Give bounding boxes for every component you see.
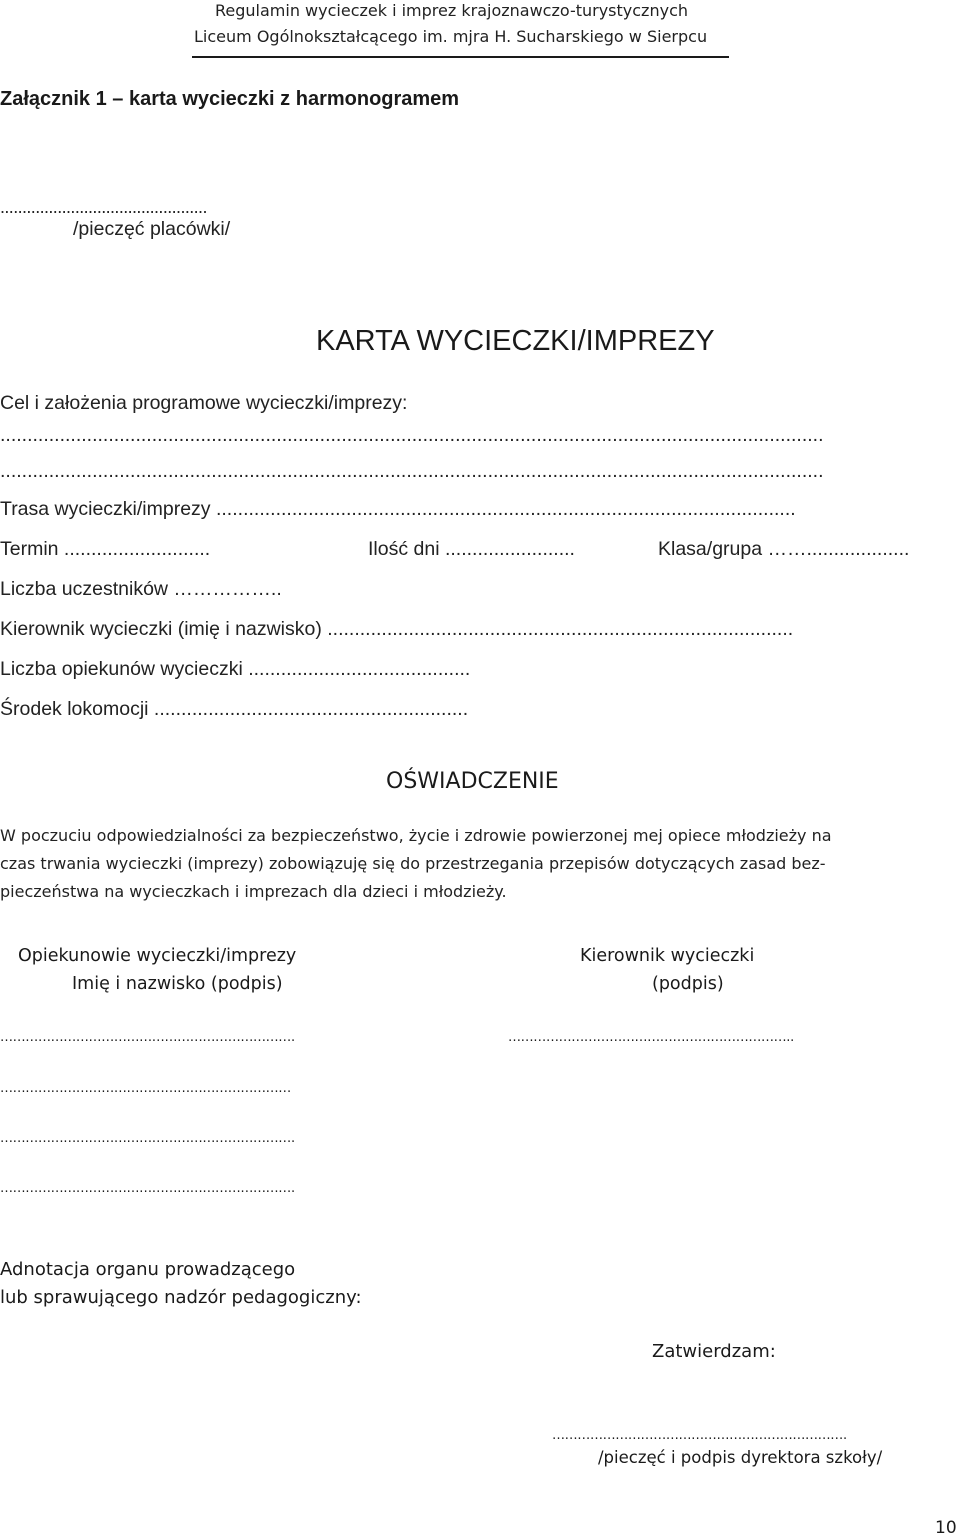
class-group-field: Klasa/grupa ……................... [658, 538, 910, 560]
leader-signature-line: ………………………………………………………….. [508, 1030, 794, 1045]
page-number: 10 [935, 1518, 957, 1538]
guardian-signature-line-2: …………………………………………………………… [0, 1081, 291, 1096]
guardian-signature-line-1: ……………………………………………………………. [0, 1030, 295, 1045]
leader-signature-title: Kierownik wycieczki [580, 946, 755, 966]
goals-label: Cel i założenia programowe wycieczki/imprezy: [0, 392, 408, 414]
approval-label: Zatwierdzam: [652, 1341, 776, 1362]
route-field: Trasa wycieczki/imprezy ........................................................................................................... [0, 498, 796, 520]
guardians-count-field: Liczba opiekunów wycieczki ......................................... [0, 658, 471, 680]
goals-line-2: ........................................................................................................................................................ [0, 460, 824, 482]
director-signature-line: ……………………………………………………………. [552, 1428, 847, 1443]
leader-field: Kierownik wycieczki (imię i nazwisko) ...................................................................................... [0, 618, 794, 640]
header-divider [192, 56, 729, 58]
term-field: Termin ........................... [0, 538, 211, 560]
declaration-title: OŚWIADCZENIE [386, 769, 559, 794]
days-field: Ilość dni ........................ [368, 538, 575, 560]
goals-line-1: ........................................................................................................................................................ [0, 424, 824, 446]
declaration-line-2: czas trwania wycieczki (imprezy) zobowiązuję się do przestrzegania przepisów dotyczących zasad bez- [0, 854, 826, 873]
declaration-line-3: pieczeństwa na wycieczkach i imprezach dla dzieci i młodzieży. [0, 882, 507, 901]
leader-signature-subtitle: (podpis) [652, 974, 724, 994]
card-title: KARTA WYCIECZKI/IMPREZY [316, 325, 715, 357]
director-signature-caption: /pieczęć i podpis dyrektora szkoły/ [598, 1448, 883, 1467]
stamp-label: /pieczęć placówki/ [73, 218, 231, 240]
guardian-signature-line-3: ……………………………………………………………. [0, 1131, 295, 1146]
participants-field: Liczba uczestników …………….. [0, 578, 282, 600]
annotation-line-1: Adnotacja organu prowadzącego [0, 1259, 296, 1280]
guardian-signature-line-4: ……………………………………………………………. [0, 1181, 295, 1196]
transport-field: Środek lokomocji .......................................................... [0, 698, 469, 720]
annotation-line-2: lub sprawującego nadzór pedagogiczny: [0, 1287, 362, 1308]
stamp-dots: ............................................... [0, 197, 207, 217]
header-line-2: Liceum Ogólnokształcącego im. mjra H. Sucharskiego w Sierpcu [194, 27, 708, 46]
guardians-signature-subtitle: Imię i nazwisko (podpis) [72, 974, 283, 994]
header-line-1: Regulamin wycieczek i imprez krajoznawczo-turystycznych [215, 1, 688, 20]
guardians-signature-title: Opiekunowie wycieczki/imprezy [18, 946, 297, 966]
attachment-title: Załącznik 1 – karta wycieczki z harmonogramem [0, 88, 460, 110]
declaration-line-1: W poczuciu odpowiedzialności za bezpieczeństwo, życie i zdrowie powierzonej mej opiece młodzieży na [0, 826, 832, 845]
